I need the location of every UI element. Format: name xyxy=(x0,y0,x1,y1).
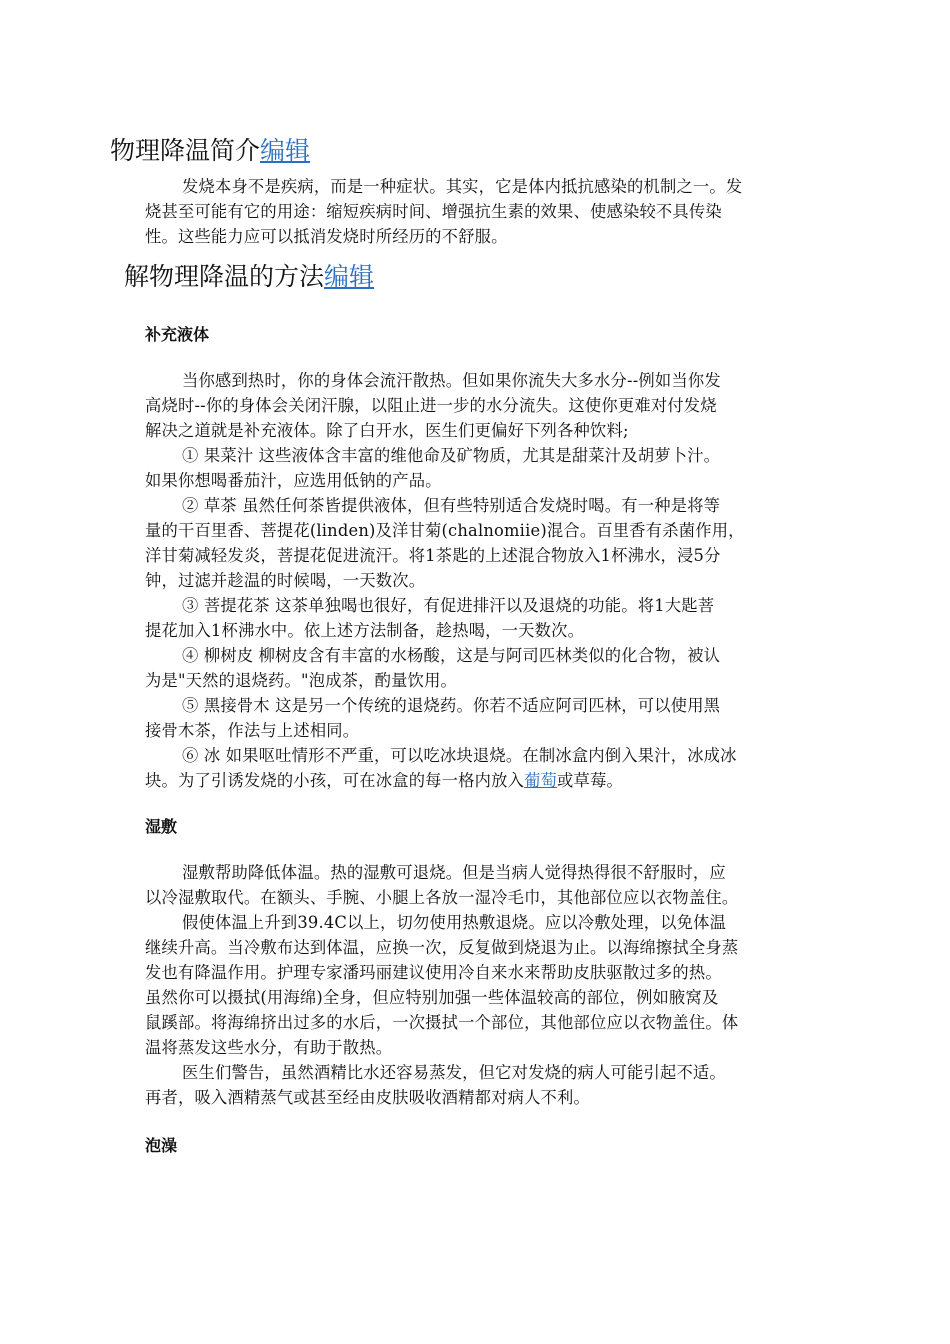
section-heading-intro xyxy=(110,136,310,166)
text-line: 高烧时--你的身体会关闭汗腺，以阻止进一步的水分流失。这使你更难对付发烧 xyxy=(145,396,717,415)
list-item-ice: ⑥ 冰 如果呕吐情形不严重，可以吃冰块退烧。在制冰盒内倒入果汁，冰成冰 xyxy=(182,746,737,765)
heading-text: 解物理降温的方法 xyxy=(124,262,325,291)
text-line: 解决之道就是补充液体。除了白开水，医生们更偏好下列各种饮料; xyxy=(145,421,629,440)
text-line: 洋甘菊减轻发炎，菩提花促进流汗。将1茶匙的上述混合物放入1杯沸水，浸5分 xyxy=(145,546,721,565)
text-line: 性。这些能力应可以抵消发烧时所经历的不舒服。 xyxy=(145,227,508,246)
text-line: 当你感到热时，你的身体会流汗散热。但如果你流失大多水分--例如当你发 xyxy=(182,371,721,390)
heading-text: 物理降温简介 xyxy=(110,136,261,165)
section-heading-methods xyxy=(124,262,374,292)
text-line: 烧甚至可能有它的用途：缩短疾病时间、增强抗生素的效果、使感染较不具传染 xyxy=(145,202,722,221)
text-line: 接骨木茶，作法与上述相同。 xyxy=(145,721,360,740)
text-line: 发烧本身不是疾病，而是一种症状。其实，它是体内抵抗感染的机制之一。发 xyxy=(182,177,743,196)
list-item-elder: ⑤ 黑接骨木 这是另一个传统的退烧药。你若不适应阿司匹林，可以使用黑 xyxy=(182,696,721,715)
compress-paragraph xyxy=(145,860,813,1110)
intro-paragraph xyxy=(145,174,813,249)
list-item-linden-tea: ③ 菩提花茶 这茶单独喝也很好，有促进排汗以及退烧的功能。将1大匙菩 xyxy=(182,596,715,615)
text-line: 假使体温上升到39.4C以上，切勿使用热敷退烧。应以冷敷处理，以免体温 xyxy=(182,913,727,932)
text-span: 或草莓。 xyxy=(557,771,623,790)
text-line: 湿敷帮助降低体温。热的湿敷可退烧。但是当病人觉得热得很不舒服时，应 xyxy=(182,863,726,882)
fluids-paragraph xyxy=(145,368,813,793)
text-line: 温将蒸发这些水分，有助于散热。 xyxy=(145,1038,393,1057)
list-item-willow-bark: ④ 柳树皮 柳树皮含有丰富的水杨酸，这是与阿司匹林类似的化合物，被认 xyxy=(182,646,721,665)
text-line: 继续升高。当冷敷布达到体温，应换一次，反复做到烧退为止。以海绵擦拭全身蒸 xyxy=(145,938,739,957)
text-span: 块。为了引诱发烧的小孩，可在冰盒的每一格内放入 xyxy=(145,771,525,790)
text-line: 量的干百里香、菩提花(linden)及洋甘菊(chalnomiie)混合。百里香有杀菌作用， xyxy=(145,521,745,540)
subheading-bath: 泡澡 xyxy=(145,1136,178,1155)
text-line: 鼠蹊部。将海绵挤出过多的水后，一次摄拭一个部位，其他部位应以衣物盖住。体 xyxy=(145,1013,739,1032)
grape-link[interactable]: 葡萄 xyxy=(524,771,558,790)
text-line: 钟，过滤并趁温的时候喝，一天数次。 xyxy=(145,571,426,590)
text-line xyxy=(145,768,813,793)
text-line: 以冷湿敷取代。在额头、手腕、小腿上各放一湿冷毛巾，其他部位应以衣物盖住。 xyxy=(145,888,739,907)
text-line: 发也有降温作用。护理专家潘玛丽建议使用冷自来水来帮助皮肤驱散过多的热。 xyxy=(145,963,722,982)
text-line: 再者，吸入酒精蒸气或甚至经由皮肤吸收酒精都对病人不利。 xyxy=(145,1088,590,1107)
edit-link[interactable]: 编辑 xyxy=(260,136,311,165)
text-line: 提花加入1杯沸水中。依上述方法制备，趁热喝，一天数次。 xyxy=(145,621,585,640)
text-line: 为是"天然的退烧药。"泡成茶，酌量饮用。 xyxy=(145,671,458,690)
list-item-juice: ① 果菜汁 这些液体含丰富的维他命及矿物质，尤其是甜菜汁及胡萝卜汁。 xyxy=(182,446,721,465)
subheading-fluids: 补充液体 xyxy=(145,325,210,344)
list-item-herbal-tea: ② 草茶 虽然任何茶皆提供液体，但有些特别适合发烧时喝。有一种是将等 xyxy=(182,496,721,515)
text-line: 虽然你可以摄拭(用海绵)全身，但应特别加强一些体温较高的部位，例如腋窝及 xyxy=(145,988,719,1007)
text-line: 医生们警告，虽然酒精比水还容易蒸发，但它对发烧的病人可能引起不适。 xyxy=(182,1063,726,1082)
text-line: 如果你想喝番茄汁，应选用低钠的产品。 xyxy=(145,471,442,490)
edit-link[interactable]: 编辑 xyxy=(324,262,375,291)
subheading-compress: 湿敷 xyxy=(145,817,178,836)
